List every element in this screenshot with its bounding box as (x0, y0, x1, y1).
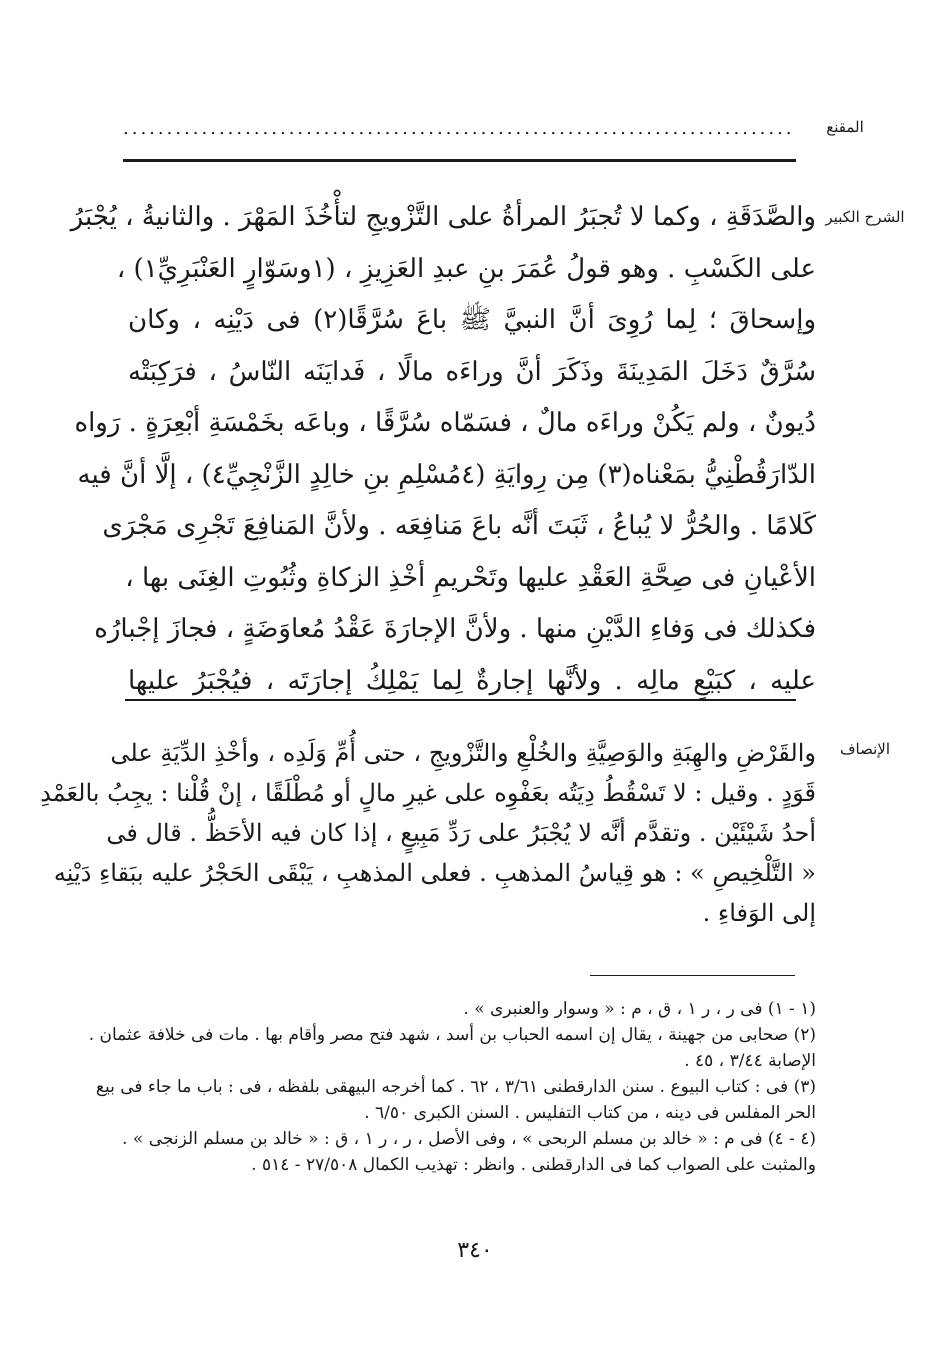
footnote-line: (١ - ١) فى ر ، ر ١ ، ق ، م : « وسوار والعنبرى » . (463, 999, 816, 1019)
sharh-line: والصَّدَقَةِ ، وكما لا تُجبَرُ المرأةُ على التَّزْويجِ لتأْخُذَ المَهْرَ . والثانيةُ ، يُجْبَرُ (70, 202, 816, 232)
footnote-line: (٢) صحابى من جهينة ، يقال إن اسمه الحباب بن أسد ، شهد فتح مصر وأقام بها . مات فى خلافة عثمان . (88, 1025, 816, 1045)
sharh-line: الأعْيانِ فى صِحَّةِ العَقْدِ عليها وتَحْريمِ أخْذِ الزكاةِ وثُبُوتِ الغِنَى بها ، (125, 562, 816, 593)
sharh-line: عليه ، كبَيْعِ مالِه . ولأنَّها إجارةٌ لِما يَمْلِكُ إجارَتَه ، فيُجْبَرُ عليها (128, 665, 816, 696)
sharh-line: الدّارَقُطْنِيُّ بمَعْناه(٣) مِن رِوايَةِ (٤مُسْلِمِ بنِ خالِدٍ الزَّنْجِيِّ٤) ، إلَّا أنَّ فيه (77, 459, 816, 490)
page-number: ٣٤٠ (457, 1238, 493, 1263)
footnotes-block (88, 996, 816, 1178)
footnote-line: (٤ - ٤) فى م : « خالد بن مسلم الربحى » ، وفى الأصل ، ر ، ر ١ ، ق : « خالد بن مسلم الزنجى » . (122, 1129, 816, 1149)
running-header-title: المقنع (826, 118, 864, 136)
margin-label-insaf: الإنصاف (839, 740, 891, 758)
sharh-text-block (70, 192, 816, 707)
insaf-line: أحدُ شَيْئَيْن . وتقدَّم أنَّه لا يُجْبَرُ على رَدِّ مَبِيعٍ ، إذا كان فيه الأحَظُّ . قال فى (106, 819, 816, 847)
insaf-line: قَوَدٍ . وقيل : لا تَسْقُطُ دِيَتُه بعَفْوِه على غيرِ مالٍ أو مُطْلَقًا ، إنْ قُلْنا : يجِبُ بالعَمْدِ (40, 779, 816, 807)
header-rule (123, 159, 796, 162)
footnote-separator (590, 975, 795, 976)
sharh-line: كَلامًا . والحُرُّ لا يُباعُ ، ثَبَتَ أنَّه باعَ مَنافِعَه . ولأنَّ المَنافِعَ تَجْرِى مَجْرَى (102, 511, 816, 541)
insaf-line: « التَّلْخِيصِ » : هو قِياسُ المذهبِ . فعلى المذهبِ ، يَبْقَى الحَجْرُ عليه ببَقاءِ دَيْنِه (53, 859, 816, 887)
footnote-line: (٣) فى : كتاب البيوع . سنن الدارقطنى ٣/٦١ ، ٦٢ . كما أخرجه البيهقى بلفظه ، فى : باب ما جاء فى بيع (95, 1077, 816, 1097)
insaf-line: والقَرْضِ والهِبَةِ والوَصِيَّةِ والخُلْعِ والتَّزْويجِ ، حتى أُمِّ وَلَدِه ، وأخْذِ الدِّيَةِ على (110, 739, 816, 767)
sharh-line: فكذلك فى وَفاءِ الدَّيْنِ منها . ولأنَّ الإجارَةَ عَقْدُ مُعاوَضَةٍ ، فجازَ إجْبارُه (94, 614, 816, 644)
footnote-line: الحر المفلس فى دينه ، من كتاب التفليس . السنن الكبرى ٦/٥٠ . (364, 1103, 816, 1123)
margin-label-sharh: الشرح الكبير (825, 208, 905, 226)
footnote-line: والمثبت على الصواب كما فى الدارقطنى . وانظر : تهذيب الكمال ٢٧/٥٠٨ - ٥١٤ . (251, 1155, 816, 1175)
sharh-line: وإسحاقَ ؛ لِما رُوِىَ أنَّ النبيَّ ﷺ باعَ سُرَّقًا(٢) فى دَيْنِه ، وكان (128, 305, 816, 335)
running-header-dots: ............................................................................. (123, 118, 795, 139)
section-divider (125, 699, 796, 701)
insaf-line: إلى الوَفاءِ . (702, 899, 816, 927)
sharh-line: دُيونٌ ، ولم يَكُنْ وراءَه مالٌ ، فسَمّاه سُرَّقًا ، وباعَه بخَمْسَةِ أبْعِرَةٍ . رَواه (74, 408, 816, 438)
insaf-text-block (40, 733, 816, 933)
footnote-line: الإصابة ٣/٤٤ ، ٤٥ . (684, 1051, 816, 1071)
sharh-line: على الكَسْبِ . وهو قولُ عُمَرَ بنِ عبدِ العَزِيزِ ، (١وسَوّارٍ العَنْبَرِيِّ١) ، (116, 253, 816, 284)
sharh-line: سُرَّقٌ دَخَلَ المَدِينَةَ وذَكَرَ أنَّ وراءَه مالًا ، فَدايَنَه النّاسُ ، فرَكِبَتْه (128, 356, 816, 387)
